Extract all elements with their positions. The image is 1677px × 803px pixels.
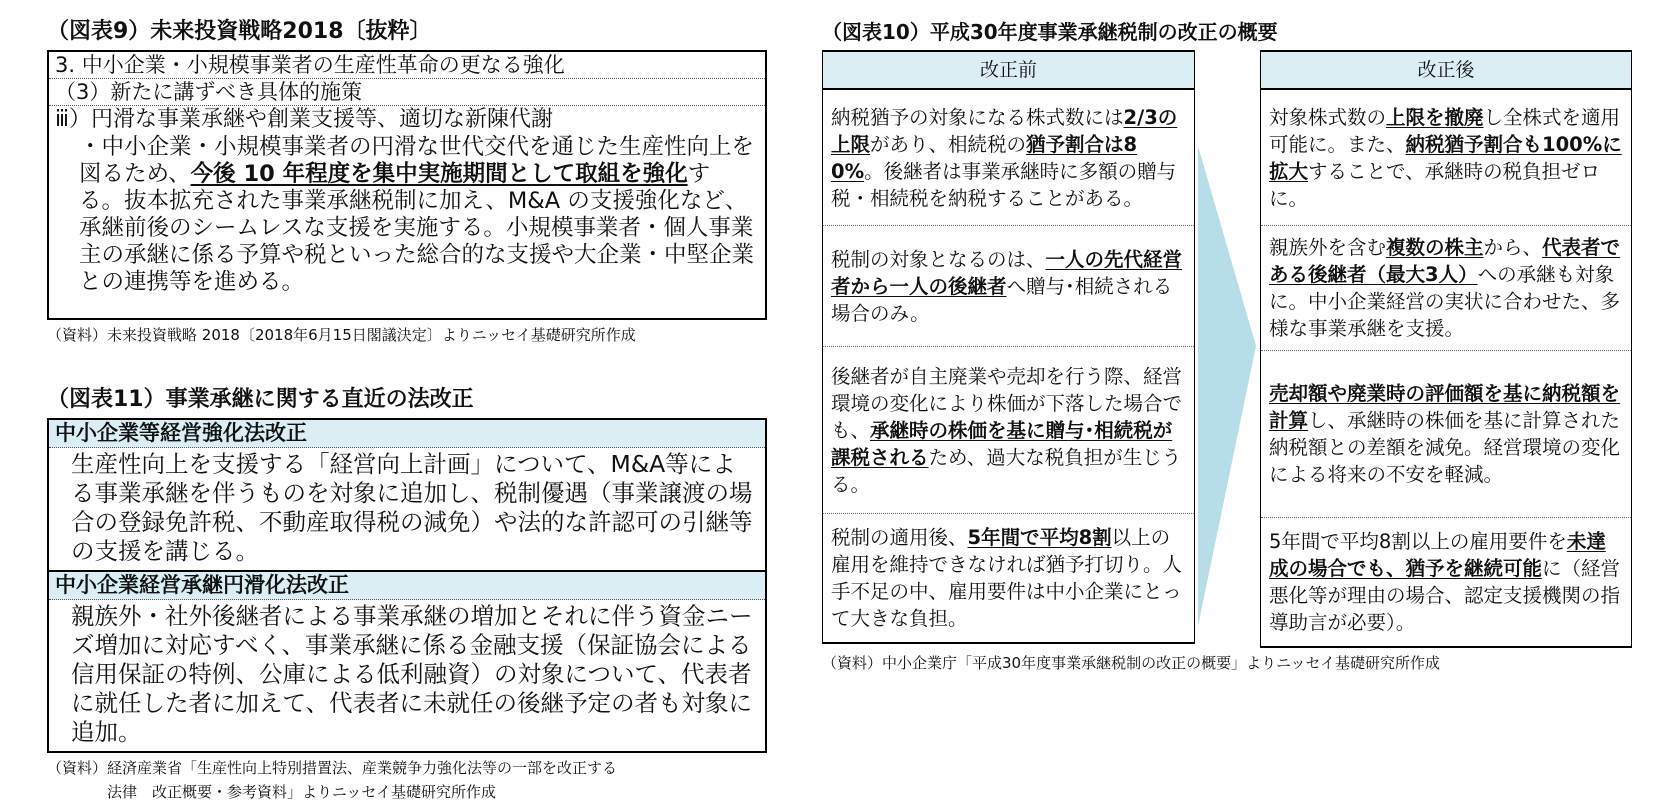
text-segment: し全株式を適用可能に。また、	[1269, 105, 1621, 156]
after-cell	[1261, 226, 1631, 351]
emphasized-text: 今後 10 年程度を集中実施期間として取組を強化	[190, 161, 688, 187]
fig11-section-body: 親族外・社外後継者による事業承継の増加とそれに伴う資金ニーズ増加に対応すべく、事業承継に係る金融支援（保証協会による信用保証の特例、公庫による低利融資）の対象について、代表者に就任した者に加えて、代表者に未就任の後継予定の者も対象に追加。	[71, 602, 753, 746]
text-segment: 納税猶予の対象になる株式数には	[831, 105, 1124, 129]
before-cell	[823, 226, 1194, 347]
text-segment: へ贈与･相続される場合のみ。	[831, 274, 1173, 325]
before-cell	[823, 90, 1194, 226]
text-segment: する。抜本拡充された事業承継税制に加え、M&A の支援強化など、承継前後のシームレスな支援を実施する。小規模事業者・個人事業主の承継に係る予算や税といった総合的な支援や大企業・中堅企業との連携等を進める。	[79, 161, 755, 295]
text-segment: があり、相続税の	[870, 132, 1027, 156]
text-segment: 親族外を含む	[1269, 236, 1387, 259]
emphasized-text: 納税猶予割合も100%に拡大	[1269, 132, 1622, 183]
fig9-source: （資料）未来投資戦略 2018〔2018年6月15日閣議決定〕よりニッセイ基礎研究所作成	[47, 326, 636, 344]
cell-text	[831, 363, 1188, 498]
text-segment: 税制の適用後、	[831, 526, 968, 549]
cell-text	[1269, 380, 1625, 488]
emphasized-text: 複数の株主	[1386, 236, 1484, 259]
fig9-row-subheading: （3）新たに講ずべき具体的施策	[49, 79, 765, 106]
fig9-row-heading: 3. 中小企業・小規模事業者の生産性革命の更なる強化	[49, 52, 765, 79]
text-segment: から、	[1483, 236, 1543, 259]
emphasized-text: 承継時の株価を基に贈与･相続税が課税される	[831, 418, 1173, 469]
after-cell	[1261, 518, 1631, 646]
left-column	[47, 18, 767, 803]
before-cell	[823, 347, 1194, 514]
before-header: 改正前	[823, 52, 1194, 90]
cell-text	[1269, 104, 1625, 212]
cell-text	[79, 134, 755, 296]
fig9-title: （図表9）未来投資戦略2018〔抜粋〕	[47, 19, 432, 44]
fig10-source: （資料）中小企業庁「平成30年度事業承継税制の改正の概要」よりニッセイ基礎研究所作成	[822, 654, 1441, 672]
fig11-title: （図表11）事業承継に関する直近の法改正	[47, 387, 474, 412]
text-segment: し、承継時の株価を基に計算された納税額との差額を減免。経営環境の変化による将来の不安を軽減。	[1269, 409, 1621, 486]
right-column	[822, 18, 1632, 674]
fig11-section-heading: 中小企業経営承継円滑化法改正	[49, 572, 765, 600]
fig11-box	[47, 418, 767, 753]
emphasized-text: 一人の先代経営者から一人の後継者	[831, 247, 1183, 298]
cell-text	[831, 104, 1188, 212]
fig10-comparison	[822, 50, 1632, 648]
fig11-section-body: 生産性向上を支援する「経営向上計画」について、M&A等による事業承継を伴うものを対象に追加し、税制優遇（事業譲渡の場合の登録免許税、不動産取得税の減免）や法的な許認可の引継等の支援を講じる。	[49, 448, 765, 572]
text-segment: することで、承継時の税負担ゼロに。	[1269, 159, 1601, 210]
fig9-box	[47, 50, 767, 320]
before-wrapper	[822, 50, 1195, 648]
fig11-source-line2: 法律 改正概要・参考資料」よりニッセイ基礎研究所作成	[107, 783, 496, 801]
text-segment: 以上の雇用を維持できなければ猶予打切り。人手不足の中、雇用要件は中小企業にとって大きな負担。	[831, 526, 1183, 630]
text-segment: への承継も対象に。中小企業経営の実状に合わせた、多様な事業承継を支援。	[1269, 263, 1621, 340]
text-segment: 税制の対象となるのは、	[831, 247, 1046, 271]
fig9-row-item: ⅲ）円滑な事業承継や創業支援等、適切な新陳代謝	[55, 107, 554, 132]
text-segment: 。後継者は事業承継時に多額の贈与税・相続税を納税することがある。	[831, 159, 1177, 210]
emphasized-text: 上限を撤廃	[1386, 105, 1484, 129]
fig11-section-heading: 中小企業等経営強化法改正	[49, 420, 765, 448]
emphasized-text: 猶予割合は80%	[831, 132, 1138, 183]
after-header: 改正後	[1261, 52, 1631, 90]
after-wrapper	[1260, 50, 1632, 648]
after-column	[1260, 50, 1632, 648]
emphasized-text: 未達成の場合でも、猶予を継続可能	[1269, 530, 1606, 580]
emphasized-text: 2/3の上限	[831, 105, 1178, 156]
fig9-body	[49, 134, 765, 300]
text-segment: 対象株式数の	[1269, 105, 1387, 129]
before-cell	[823, 514, 1194, 642]
before-column	[822, 50, 1195, 644]
after-cell	[1261, 351, 1631, 518]
text-segment: ・中小企業・小規模事業者の円滑な世代交代を通じた生産性向上を図るため、	[79, 134, 755, 187]
right-arrow-icon	[1194, 146, 1260, 636]
emphasized-text: 売却額や廃業時の評価額を基に納税額を計算	[1269, 382, 1621, 432]
emphasized-text: 代表者である後継者（最大3人）	[1269, 236, 1621, 286]
fig10-title: （図表10）平成30年度事業承継税制の改正の概要	[822, 20, 1278, 44]
text-segment: ため、過大な税負担が生じうる。	[831, 445, 1182, 496]
fig11-source-line1: （資料）経済産業省「生産性向上特別措置法、産業競争力強化法等の一部を改正する	[47, 759, 618, 777]
text-segment: に（経営悪化等が理由の場合、認定支援機関の指導助言が必要）。	[1269, 557, 1621, 634]
cell-text	[1269, 234, 1625, 342]
emphasized-text: 5年間で平均8割	[967, 526, 1112, 549]
text-segment: 5年間で平均8割以上の雇用要件を	[1269, 530, 1567, 553]
cell-text	[831, 524, 1188, 632]
cell-text	[831, 246, 1188, 327]
after-cell	[1261, 90, 1631, 226]
cell-text	[1269, 528, 1625, 636]
text-segment: 後継者が自主廃業や売却を行う際、経営環境の変化により株価が下落した場合でも、	[831, 364, 1183, 442]
